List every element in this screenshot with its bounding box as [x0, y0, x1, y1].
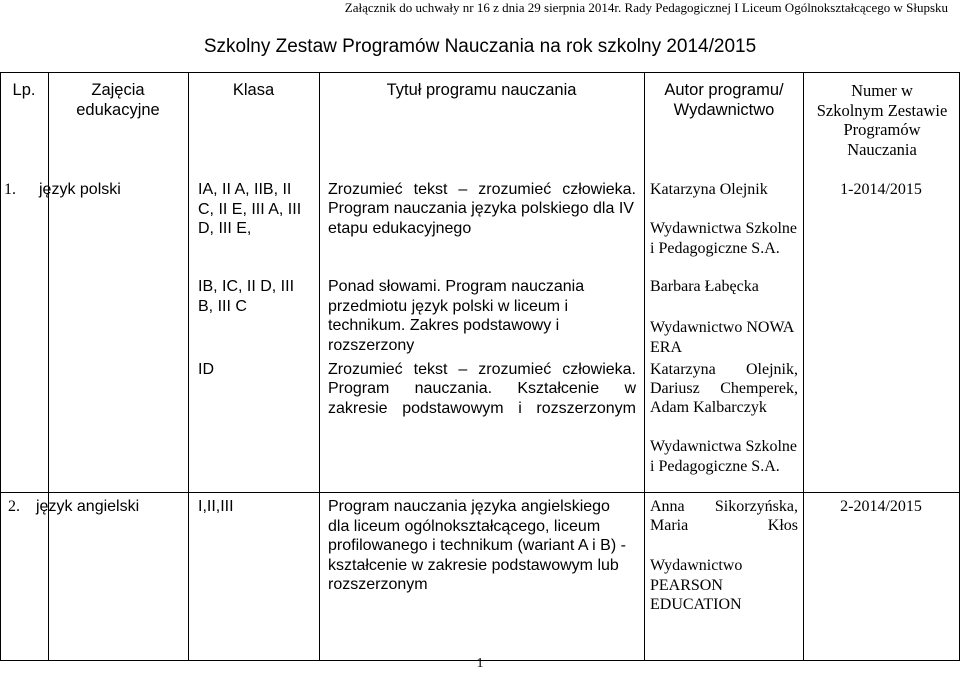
- row-1c-wydawnictwo: Wydawnictwa Szkolne i Pedagogiczne S.A.: [650, 438, 797, 475]
- row-1b-wydawnictwo: Wydawnictwo NOWA ERA: [650, 319, 794, 356]
- column-header-tytul: Tytuł programu nauczania: [386, 81, 577, 99]
- column-header-klasa: Klasa: [232, 81, 275, 99]
- row-1-numer: 1-2014/2015: [840, 181, 922, 198]
- row-1c-autor-line-2: Dariusz Chemperek,: [650, 380, 798, 397]
- row-1c-tytul-line-2: Program nauczania. Kształcenie w zakresie podstawowym i rozszerzonym: [328, 380, 636, 417]
- row-2-lp: 2.: [8, 498, 20, 515]
- column-divider: [188, 72, 189, 661]
- row-1c-tytul-line-1: Zrozumieć tekst – zrozumieć człowieka.: [328, 361, 636, 378]
- document-title: Szkolny Zestaw Programów Nauczania na rok szkolny 2014/2015: [203, 36, 757, 57]
- column-divider: [644, 72, 645, 661]
- row-2-wydawnictwo: Wydawnictwo PEARSON EDUCATION: [650, 557, 743, 613]
- column-divider: [48, 72, 49, 661]
- page-number: 1: [476, 656, 484, 671]
- row-1-lp: 1.: [4, 181, 16, 198]
- column-divider: [319, 72, 320, 661]
- row-2-klasa: I,II,III: [198, 498, 234, 515]
- table-left-border: [0, 72, 1, 661]
- column-divider: [803, 72, 804, 661]
- row-1a-tytul-rest: Program nauczania języka polskiego dla IV etapu edukacyjnego: [328, 200, 634, 237]
- column-header-lp: Lp.: [12, 81, 36, 99]
- row-1a-autor: Katarzyna Olejnik: [650, 181, 768, 198]
- column-header-autor: Autor programu/ Wydawnictwo: [664, 81, 784, 119]
- row-divider: [0, 492, 960, 493]
- row-1c-autor-line-1: Katarzyna Olejnik,: [650, 361, 798, 378]
- table-top-border: [0, 72, 960, 73]
- row-1b-klasa: IB, IC, II D, III B, III C: [198, 278, 295, 315]
- row-2-autor-line-2: Maria Kłos: [650, 517, 798, 534]
- row-1a-tytul-line-1: Zrozumieć tekst – zrozumieć człowieka.: [328, 181, 636, 198]
- row-2-zajecia: język angielski: [36, 498, 140, 515]
- row-2-tytul: Program nauczania języka angielskiego dla liceum ogólnokształcącego, liceum profilowanego i technikum (wariant A i B) - kształcenie w zakresie podstawowym lub rozszerzonym: [328, 498, 626, 593]
- row-1b-tytul: Ponad słowami. Program nauczania przedmiotu język polski w liceum i technikum. Zakres podstawowy i rozszerzony: [328, 278, 585, 354]
- row-1b-autor: Barbara Łabęcka: [650, 278, 759, 295]
- row-1c-autor-line-3: Adam Kalbarczyk: [650, 399, 767, 416]
- row-2-autor-line-1: Anna Sikorzyńska,: [650, 498, 798, 515]
- row-1c-klasa: ID: [198, 361, 214, 378]
- row-1-zajecia: język polski: [39, 181, 121, 198]
- row-1a-wydawnictwo: Wydawnictwa Szkolne i Pedagogiczne S.A.: [650, 220, 797, 257]
- column-header-numer: Numer w Szkolnym Zestawie Programów Nauczania: [816, 81, 948, 159]
- header-note: Załącznik do uchwały nr 16 z dnia 29 sierpnia 2014r. Rady Pedagogicznej I Liceum Ogólnokształcącego w Słupsku: [344, 0, 948, 15]
- row-1a-klasa: IA, II A, IIB, II C, II E, III A, III D, III E,: [198, 181, 302, 237]
- row-2-numer: 2-2014/2015: [840, 498, 922, 515]
- column-header-zajecia: Zajęcia edukacyjne: [76, 81, 160, 119]
